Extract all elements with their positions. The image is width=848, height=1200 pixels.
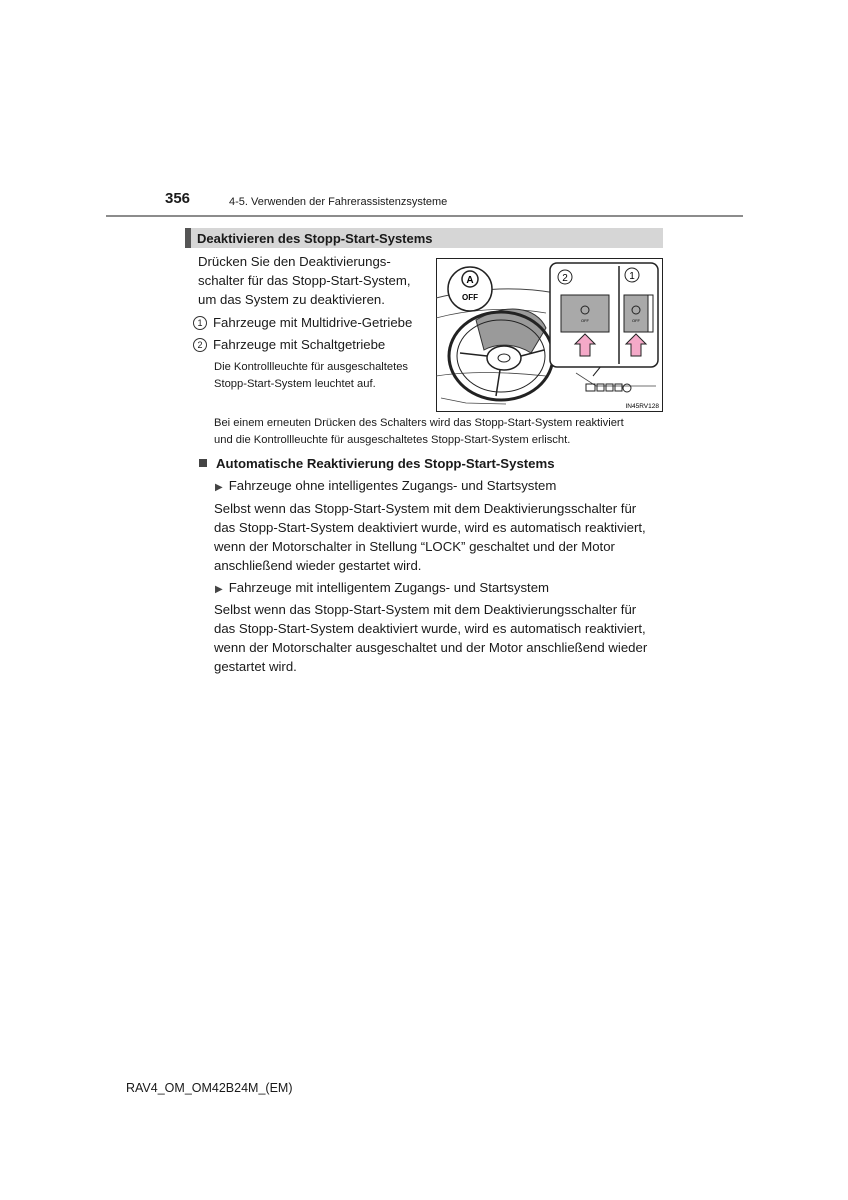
list-item: 1 Fahrzeuge mit Multidrive-Getriebe — [193, 313, 412, 332]
svg-text:OFF: OFF — [632, 318, 640, 323]
note-text: Die Kontrollleuchte für ausgeschaltetes Stopp-Start-System leuchtet auf. — [214, 361, 409, 390]
triangle-bullet-icon: ▶ — [215, 584, 223, 595]
dashboard-illustration — [436, 258, 663, 412]
callout-number: 1 — [193, 316, 207, 330]
switch-callout — [448, 267, 492, 311]
list-item: 2 Fahrzeuge mit Schaltgetriebe — [193, 335, 385, 354]
section-title: Deaktivieren des Stopp-Start-Systems — [197, 231, 433, 246]
subsection-heading: Automatische Reaktivierung des Stopp-Start-Systems — [199, 454, 555, 473]
square-bullet-icon — [199, 459, 207, 467]
callout-number: 2 — [193, 338, 207, 352]
case2-body: Selbst wenn das Stopp-Start-System mit dem Deaktivierungsschalter für das Stopp-Start-System deaktiviert wurde, wird es automatisch reaktiviert, wenn der Motorschalter ausgeschaltet und der Motor anschließend wieder gestartet wird. — [214, 602, 648, 674]
svg-text:OFF: OFF — [581, 318, 589, 323]
reactivate-note: Bei einem erneuten Drücken des Schalters wird das Stopp-Start-System reaktiviert und die Kontrollleuchte für ausgeschaltetes Stopp-Start-System erlischt. — [214, 417, 624, 446]
switch-off-label: OFF — [462, 293, 478, 302]
header-rule — [106, 215, 743, 217]
section-heading — [185, 228, 663, 248]
triangle-bullet-icon: ▶ — [215, 482, 223, 493]
chapter-title: 4-5. Verwenden der Fahrerassistenzsysteme — [229, 196, 448, 208]
svg-text:A: A — [466, 275, 474, 286]
case1-body: Selbst wenn das Stopp-Start-System mit dem Deaktivierungsschalter für das Stopp-Start-System deaktiviert wurde, wird es automatisch reaktiviert, wenn der Motorschalter in Stellung “LOCK” geschaltet und der Motor anschließend wieder gestartet wird. — [214, 501, 646, 573]
callout-1: 1 — [629, 271, 635, 282]
footer-doc-code: RAV4_OM_OM42B24M_(EM) — [126, 1081, 293, 1095]
figure-code: IN45RV128 — [625, 403, 659, 410]
case1-heading: ▶ Fahrzeuge ohne intelligentes Zugangs- und Startsystem — [215, 478, 557, 493]
callout-2: 2 — [562, 273, 568, 284]
intro-text: Drücken Sie den Deaktivierungs- schalter für das Stopp-Start-System, um das System zu deaktivieren. — [198, 254, 411, 307]
page-number: 356 — [165, 190, 191, 207]
case2-heading: ▶ Fahrzeuge mit intelligentem Zugangs- und Startsystem — [215, 580, 550, 595]
